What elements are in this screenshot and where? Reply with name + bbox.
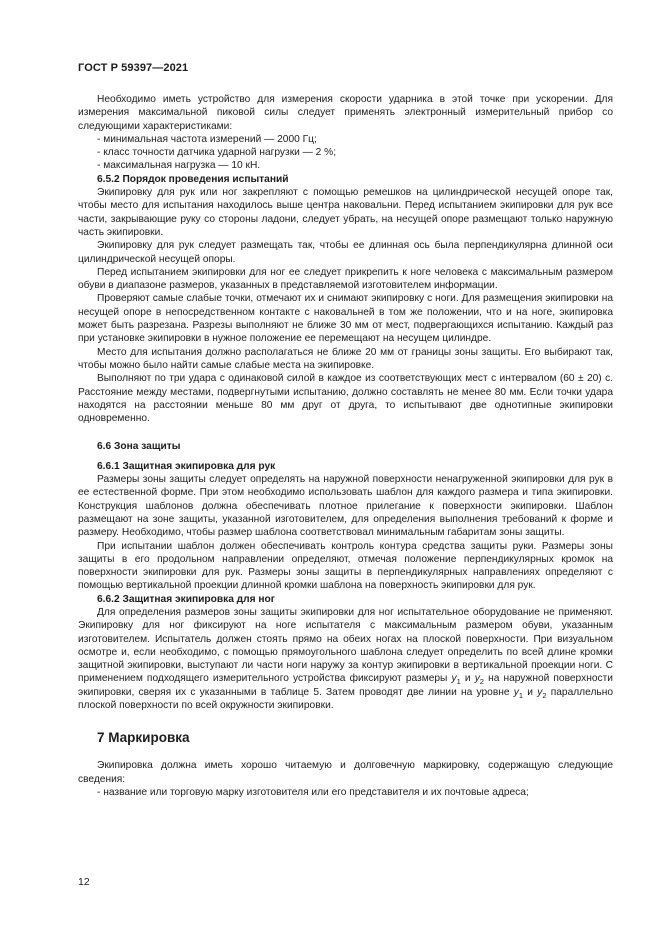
section-6-6-1-heading: 6.6.1 Защитная экипировка для рук — [97, 460, 276, 472]
paragraph: Для определения размеров зоны защиты экипировки для ног испытательное оборудование не применяют. Экипировку для ног фиксируют на ноге испытателя с максимальным размером обуви, указанным изготовителем. Испытатель должен стоять прямо на обеих ногах на плоской поверхности. При визуальном осмотре и, если необходимо, с помощью прямоугольного шаблона следует определить по всей длине кромки защитной экипировки, выступают ли части ноги наружу за контур экипировки в вертикальной проекции ноги. С применением подходящего измерительного устройства фиксируют размеры $y_1$ и $y_2$ на наружной поверхности экипировки, сверяя их с указанными в таблице 5. Затем проводят две линии на уровне $y_1$ и $y_2$ параллельно плоской поверхности по всей окружности экипировки. — [78, 606, 613, 712]
paragraph: Экипировку для рук или ног закрепляют с помощью ремешков на цилиндрической несущей опоре так, чтобы место для испытания находилось выше центра наковальни. Перед испытанием экипировки для рук все части, закрывающие руку со стороны ладони, следует убрать, на несущей опоре размещают только наружную часть экипировки. — [78, 187, 613, 238]
section-7-heading: 7 Маркировка — [97, 730, 190, 746]
paragraph: Выполняют по три удара с одинаковой силой в каждое из соответствующих мест с интервалом (60 ± 20) с. Расстояние между местами, подвергнутыми испытанию, должно составлять не менее 80 мм. Если точки удара находятся на расстоянии меньше 80 мм друг от друга, то испытывают две однотипные экипировки одновременно. — [78, 373, 613, 425]
paragraph: Экипировку для рук следует размещать так, чтобы ее длинная ось была перпендикулярна длинной оси цилиндрической несущей опоры. — [78, 240, 613, 265]
page-number: 12 — [78, 876, 90, 888]
list-item: - название или торговую марку изготовителя или его представителя и их почтовые адреса; — [97, 786, 529, 798]
list-item: - максимальная нагрузка — 10 кН. — [97, 160, 261, 172]
section-6-6-heading: 6.6 Зона защиты — [97, 441, 181, 453]
document-header: ГОСТ Р 59397—2021 — [78, 62, 189, 74]
document-body — [78, 93, 613, 799]
list-item: - класс точности датчика ударной нагрузки — 2 %; — [97, 147, 337, 159]
paragraph: Размеры зоны защиты следует определять на наружной поверхности ненагруженной экипировки для рук в ее естественной форме. При этом необходимо использовать шаблон для каждого размера и типа экипировки. Конструкция шаблонов должна обеспечивать плотное прилегание к поверхности экипировки. Шаблон размещают на зоне защиты, указанной изготовителем, для определения выполнения требований к форме и размеру. Необходимо, чтобы размер шаблона соответствовал минимальным габаритам зоны защиты. — [78, 474, 613, 539]
section-6-5-2-heading: 6.5.2 Порядок проведения испытаний — [97, 173, 289, 185]
paragraph: При испытании шаблон должен обеспечивать контроль контура средства защиты руки. Размеры зоны защиты в его продольном направлении определяют, отмечая положение перпендикулярных кромок на поверхности экипировки для рук. Размеры зоны защиты в перпендикулярных направлениях определяют с помощью вертикальной проекции длинной кромки шаблона на поверхность экипировки для рук. — [78, 540, 613, 592]
section-6-6-2-heading: 6.6.2 Защитная экипировка для ног — [97, 593, 276, 605]
paragraph: Экипировка должна иметь хорошо читаемую и долговечную маркировку, содержащую следующие сведения: — [78, 760, 613, 785]
paragraph: Проверяют самые слабые точки, отмечают их и снимают экипировку с ноги. Для размещения экипировки на несущей опоре в непосредственном контакте с наковальней в том же положении, что и на ноге, экипировка может быть разрезана. Разрезы выполняют не ближе 30 мм от мест, подвергающихся испытанию. Каждый раз при установке экипировки в нужное положение ее перемещают на несущем цилиндре. — [78, 293, 613, 345]
paragraph: Необходимо иметь устройство для измерения скорости ударника в этой точке при ускорении. Для измерения максимальной пиковой силы следует применять электронный измерительный прибор со следующими характеристиками: — [78, 94, 613, 132]
paragraph: Место для испытания должно располагаться не ближе 20 мм от границы зоны защиты. Его выбирают так, чтобы можно было найти самые слабые места на экипировке. — [78, 346, 613, 371]
paragraph: Перед испытанием экипировки для ног ее следует прикрепить к ноге человека с максимальным размером обуви в диапазоне размеров, указанных в представляемой изготовителем информации. — [78, 266, 613, 292]
list-item: - минимальная частота измерений — 2000 Гц; — [97, 133, 317, 145]
